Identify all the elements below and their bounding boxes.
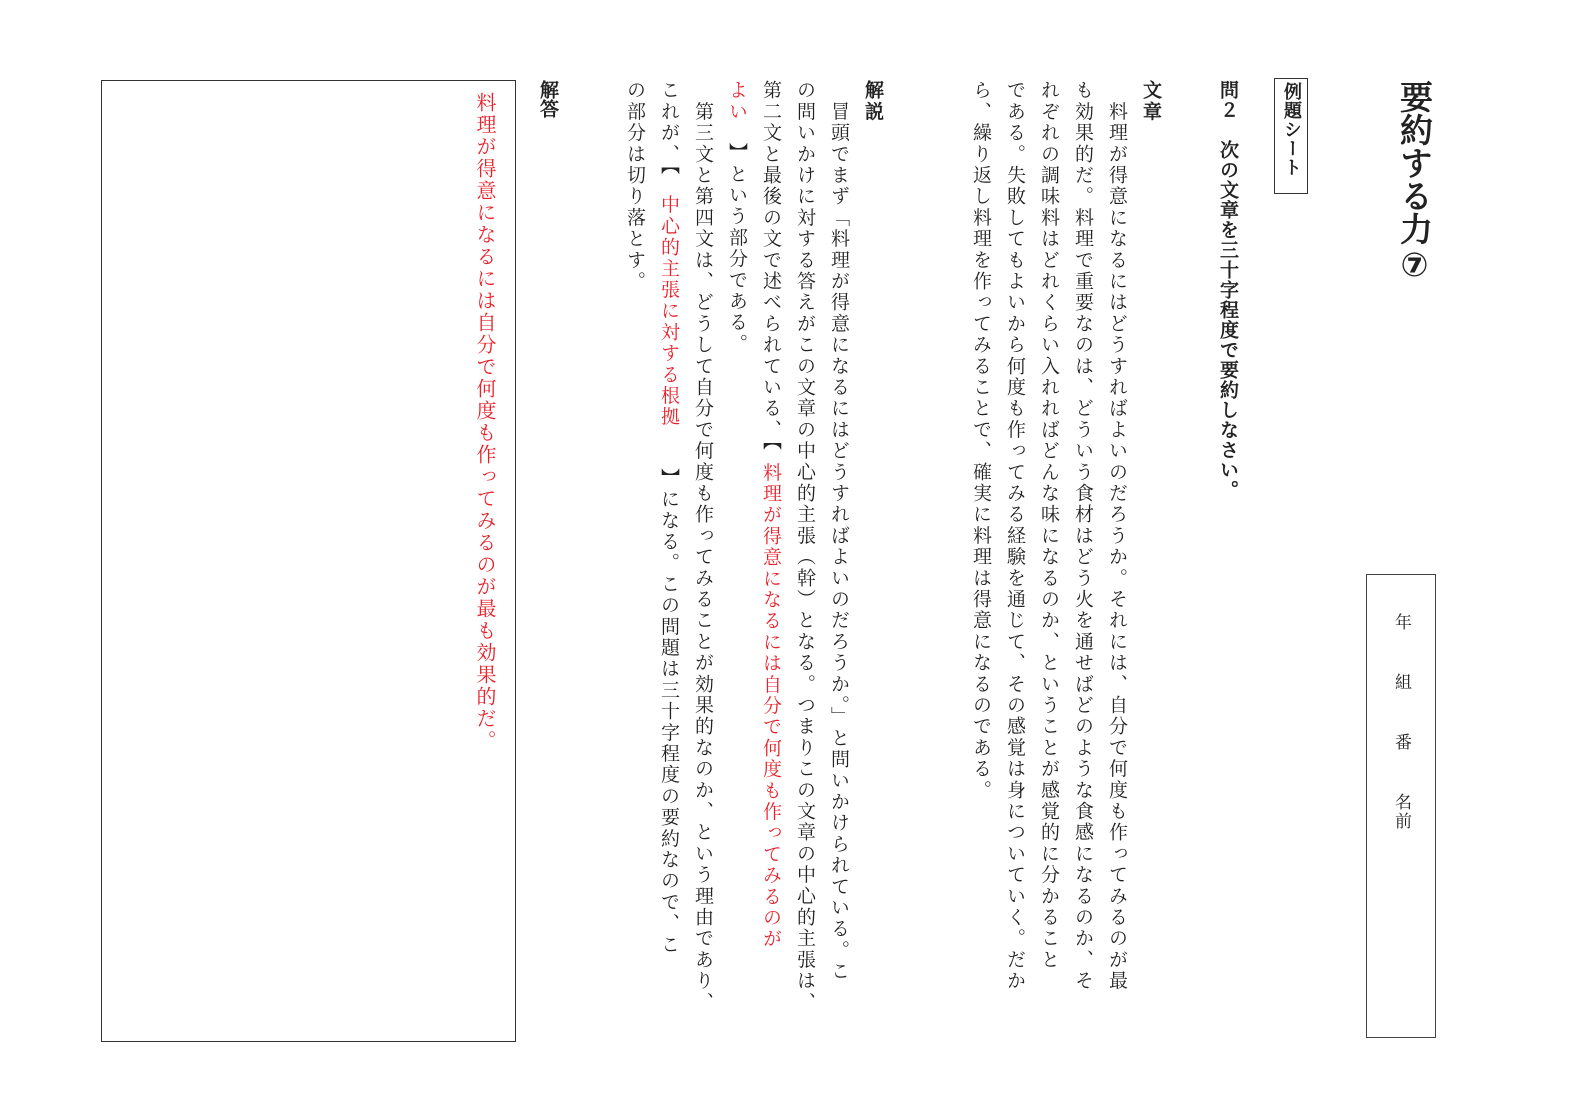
explanation-text: 第二文と最後の文で述べられている、【: [760, 80, 782, 453]
year-label: 年: [1391, 613, 1411, 630]
explanation-line: 冒頭でまず「料理が得意になるにはどうすればよいのだろうか。」と問いかけられている。こ: [828, 80, 850, 983]
fill-in-answer-reason: 中心的主張に対する根拠: [658, 194, 680, 428]
explanation-heading: 解説: [862, 80, 884, 123]
sheet-tag: 例題シート: [1281, 82, 1302, 177]
name-box: [1366, 574, 1436, 1038]
passage-line: 料理が得意になるにはどうすればよいのだろうか。それには、自分で何度も作ってみるのが最: [1106, 80, 1128, 992]
explanation-text: 】という部分である。: [726, 142, 748, 355]
explanation-line: [720, 80, 754, 1060]
passage-heading: 文章: [1140, 80, 1162, 123]
explanation: [618, 80, 890, 1060]
passage-line: も効果的だ。料理で重要なのは、どういう食材はどう火を通せばどのような食感になるのか、そ: [1072, 80, 1094, 992]
fill-in-answer-main-claim: 料理が得意になるには自分で何度も作ってみるのが: [760, 462, 782, 950]
class-label: 組: [1391, 673, 1411, 690]
answer-heading: 解答: [537, 80, 559, 118]
name-label: 名前: [1391, 793, 1411, 831]
explanation-line: の部分は切り落とす。: [624, 80, 646, 292]
passage-line: れぞれの調味料はどれくらい入れればどんな味になるのか、ということが感覚的に分かること: [1038, 80, 1060, 971]
explanation-line: 第三文と第四文は、どうして自分で何度も作ってみることが効果的なのか、という理由であり、: [692, 80, 714, 1013]
passage: [964, 80, 1168, 1060]
explanation-text: これが、【: [658, 80, 680, 177]
fill-in-answer-main-claim-end: よい: [726, 80, 748, 123]
answer-box: [101, 80, 516, 1042]
explanation-line: の問いかけに対する答えがこの文章の中心的主張（幹）となる。つまりこの文章の中心的主張は、: [794, 80, 816, 1013]
question-prompt: 問２ 次の文章を三十字程度で要約しなさい。: [1217, 80, 1239, 500]
passage-line: ら、繰り返し料理を作ってみることで、確実に料理は得意になるのである。: [970, 80, 992, 801]
explanation-text: 】になる。この問題は三十字程度の要約なので、こ: [658, 467, 680, 956]
passage-line: である。失敗してもよいから何度も作ってみる経験を通じて、その感覚は身についていく。だか: [1004, 80, 1026, 992]
page-title: 要約する力⑦: [1395, 80, 1434, 284]
answer-text: 料理が得意になるには自分で何度も作ってみるのが最も効果的だ。: [473, 92, 497, 752]
explanation-line: [754, 80, 788, 1060]
explanation-line: [652, 80, 686, 1060]
number-label: 番: [1391, 733, 1411, 750]
